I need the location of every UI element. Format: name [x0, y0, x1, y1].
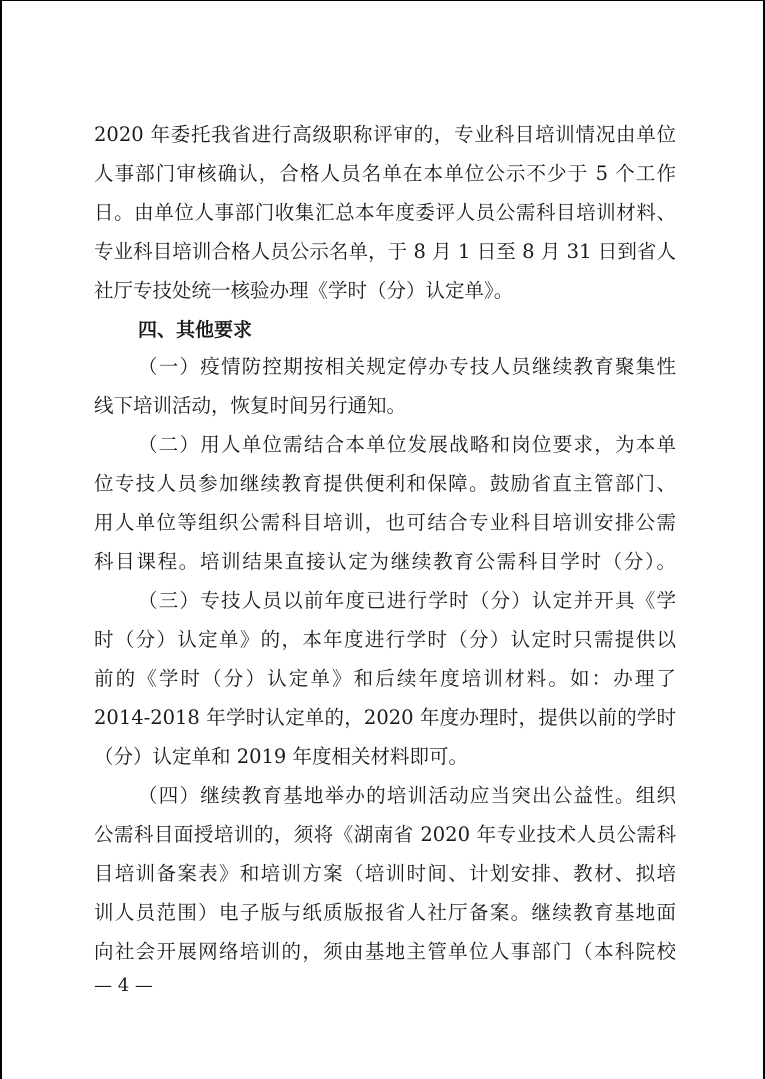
item-4-line-5: 向社会开展网络培训的，须由基地主管单位人事部门（本科院校: [94, 940, 676, 963]
item-3-line-5: （分）认定单和 2019 年度相关材料即可。: [94, 745, 469, 768]
item-2-line-4: 科目课程。培训结果直接认定为继续教育公需科目学时（分）。: [94, 550, 676, 573]
item-2-line-1: （二）用人单位需结合本单位发展战略和岗位要求，为本单: [138, 433, 676, 456]
paragraph-line-3: 日。由单位人事部门收集汇总本年度委评人员公需科目培训材料、: [94, 201, 676, 224]
item-4-line-4: 训人员范围）电子版与纸质版报省人社厅备案。继续教育基地面: [94, 901, 676, 924]
paragraph-line-4: 专业科目培训合格人员公示名单，于 8 月 1 日至 8 月 31 日到省人: [94, 240, 676, 263]
paragraph-line-1: 2020 年委托我省进行高级职称评审的，专业科目培训情况由单位: [94, 123, 676, 146]
item-4-line-1: （四）继续教育基地举办的培训活动应当突出公益性。组织: [138, 784, 676, 807]
item-3-line-1: （三）专技人员以前年度已进行学时（分）认定并开具《学: [138, 589, 676, 612]
item-2-line-3: 用人单位等组织公需科目培训，也可结合专业科目培训安排公需: [94, 511, 676, 534]
paragraph-line-5: 社厅专技处统一核验办理《学时（分）认定单》。: [94, 279, 514, 302]
item-1-line-2: 线下培训活动，恢复时间另行通知。: [94, 394, 407, 417]
item-1-line-1: （一）疫情防控期按相关规定停办专技人员继续教育聚集性: [138, 355, 676, 378]
page-number: — 4 —: [94, 975, 153, 996]
paragraph-line-2: 人事部门审核确认，合格人员名单在本单位公示不少于 5 个工作: [94, 162, 676, 185]
item-3-line-3: 前的《学时（分）认定单》和后续年度培训材料。如：办理了: [94, 667, 676, 690]
item-3-line-4: 2014-2018 年学时认定单的，2020 年度办理时，提供以前的学时: [94, 706, 676, 729]
item-4-line-3: 目培训备案表》和培训方案（培训时间、计划安排、教材、拟培: [94, 862, 676, 885]
item-2-line-2: 位专技人员参加继续教育提供便利和保障。鼓励省直主管部门、: [94, 472, 676, 495]
item-4-line-2: 公需科目面授培训的，须将《湖南省 2020 年专业技术人员公需科: [94, 823, 676, 846]
item-3-line-2: 时（分）认定单》的，本年度进行学时（分）认定时只需提供以: [94, 628, 676, 651]
section-heading: 四、其他要求: [138, 319, 253, 341]
